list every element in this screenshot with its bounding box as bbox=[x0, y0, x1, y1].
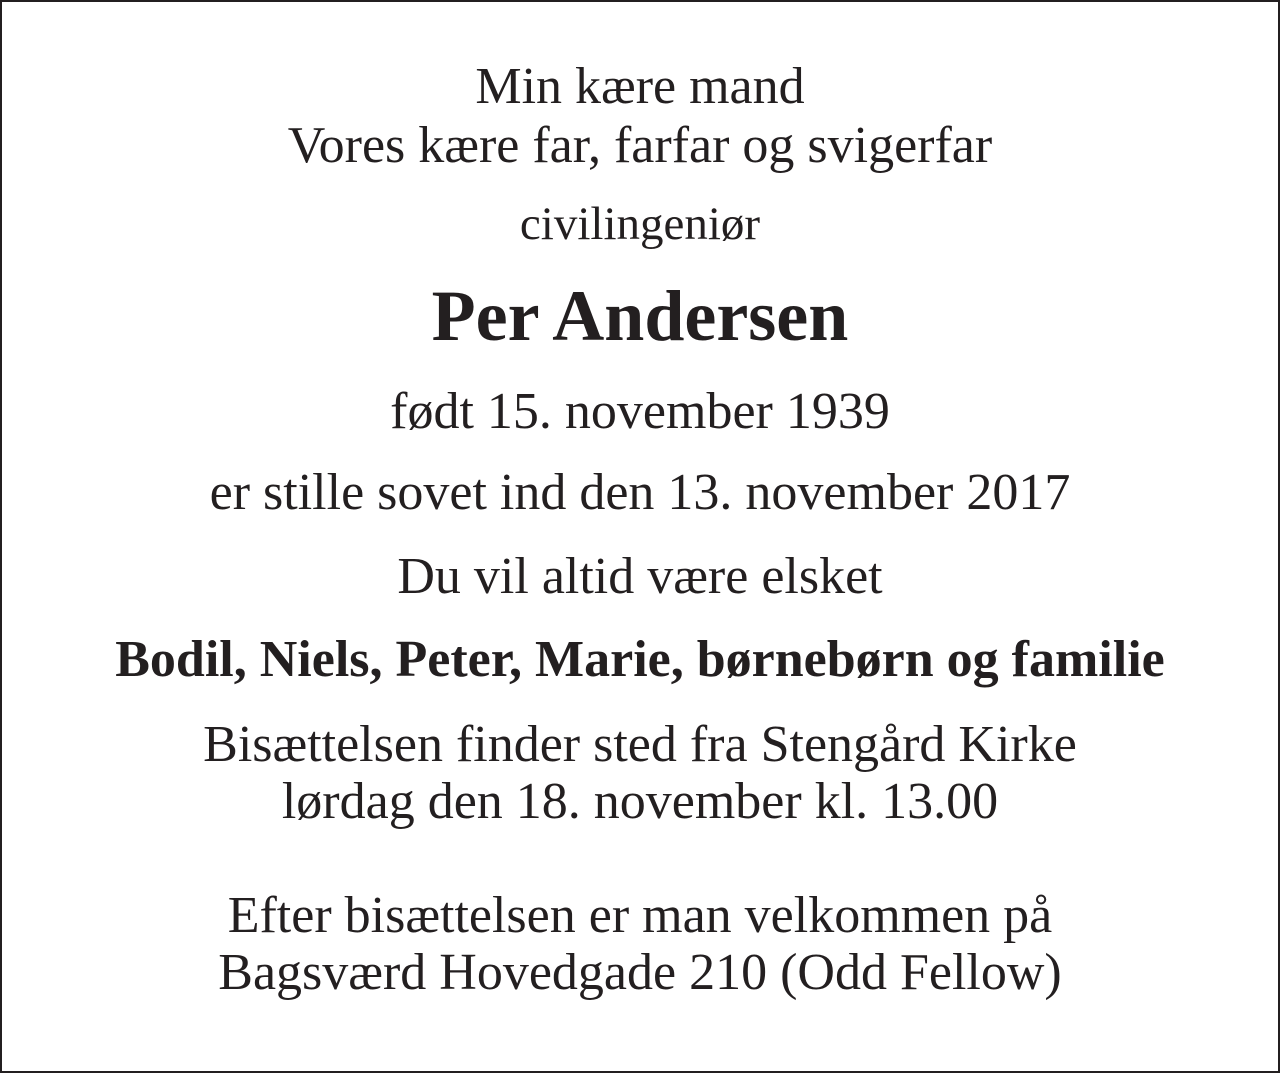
reception-intro: Efter bisættelsen er man velkommen på bbox=[227, 887, 1053, 944]
surviving-family: Bodil, Niels, Peter, Marie, børnebørn og familie bbox=[115, 631, 1165, 688]
funeral-location: Bisættelsen finder sted fra Stengård Kirke bbox=[203, 716, 1077, 773]
deceased-name: Per Andersen bbox=[431, 276, 849, 356]
reception-address: Bagsværd Hovedgade 210 (Odd Fellow) bbox=[218, 944, 1062, 1001]
intro-line-wife: Min kære mand bbox=[475, 58, 805, 115]
memorial-message: Du vil altid være elsket bbox=[397, 548, 883, 605]
death-date: er stille sovet ind den 13. november 2017 bbox=[209, 464, 1071, 521]
birth-date: født 15. november 1939 bbox=[390, 383, 890, 440]
funeral-datetime: lørdag den 18. november kl. 13.00 bbox=[281, 773, 999, 830]
professional-title: civilingeniør bbox=[519, 198, 761, 250]
intro-line-family: Vores kære far, farfar og svigerfar bbox=[287, 117, 993, 174]
